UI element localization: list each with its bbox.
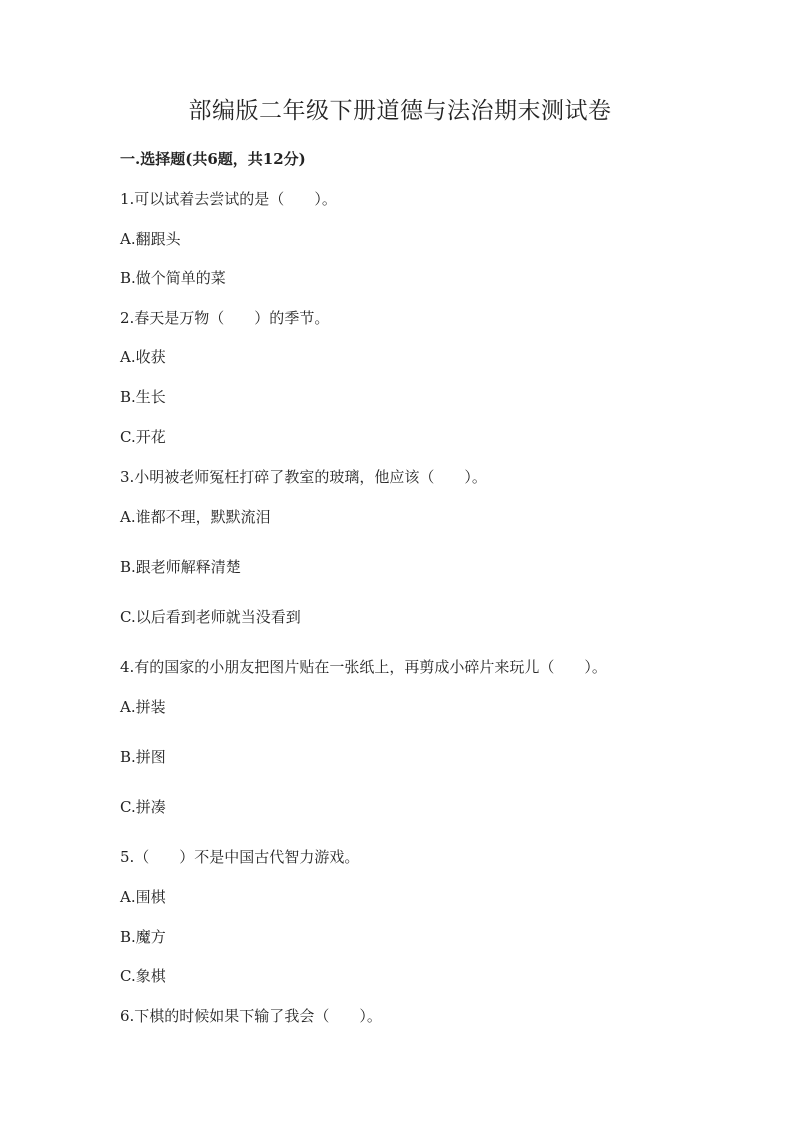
question-1-option-b: B.做个简单的菜 bbox=[120, 269, 226, 287]
question-4-option-c: C.拼凑 bbox=[120, 798, 166, 816]
question-4-stem: 4.有的国家的小朋友把图片贴在一张纸上，再剪成小碎片来玩儿（ ）。 bbox=[120, 658, 607, 676]
question-4-option-a: A.拼装 bbox=[120, 698, 166, 716]
question-4-option-b: B.拼图 bbox=[120, 748, 166, 766]
question-2-stem: 2.春天是万物（ ）的季节。 bbox=[120, 309, 330, 327]
question-6-stem: 6.下棋的时候如果下输了我会（ ）。 bbox=[120, 1007, 382, 1025]
question-5-stem: 5.（ ）不是中国古代智力游戏。 bbox=[120, 848, 360, 866]
question-2-option-a: A.收获 bbox=[120, 348, 166, 366]
question-5-option-b: B.魔方 bbox=[120, 928, 166, 946]
question-2-option-b: B.生长 bbox=[120, 388, 166, 406]
section-heading: 一.选择题(共6题，共12分) bbox=[120, 150, 306, 168]
question-5-option-a: A.围棋 bbox=[120, 888, 166, 906]
question-2-option-c: C.开花 bbox=[120, 428, 166, 446]
question-1-option-a: A.翻跟头 bbox=[120, 230, 181, 248]
question-3-option-c: C.以后看到老师就当没看到 bbox=[120, 608, 301, 626]
question-3-option-a: A.谁都不理，默默流泪 bbox=[120, 508, 271, 526]
question-3-option-b: B.跟老师解释清楚 bbox=[120, 558, 241, 576]
question-1-stem: 1.可以试着去尝试的是（ ）。 bbox=[120, 190, 337, 208]
page-title: 部编版二年级下册道德与法治期末测试卷 bbox=[188, 98, 612, 124]
question-3-stem: 3.小明被老师冤枉打碎了教室的玻璃，他应该（ ）。 bbox=[120, 468, 487, 486]
question-5-option-c: C.象棋 bbox=[120, 967, 166, 985]
